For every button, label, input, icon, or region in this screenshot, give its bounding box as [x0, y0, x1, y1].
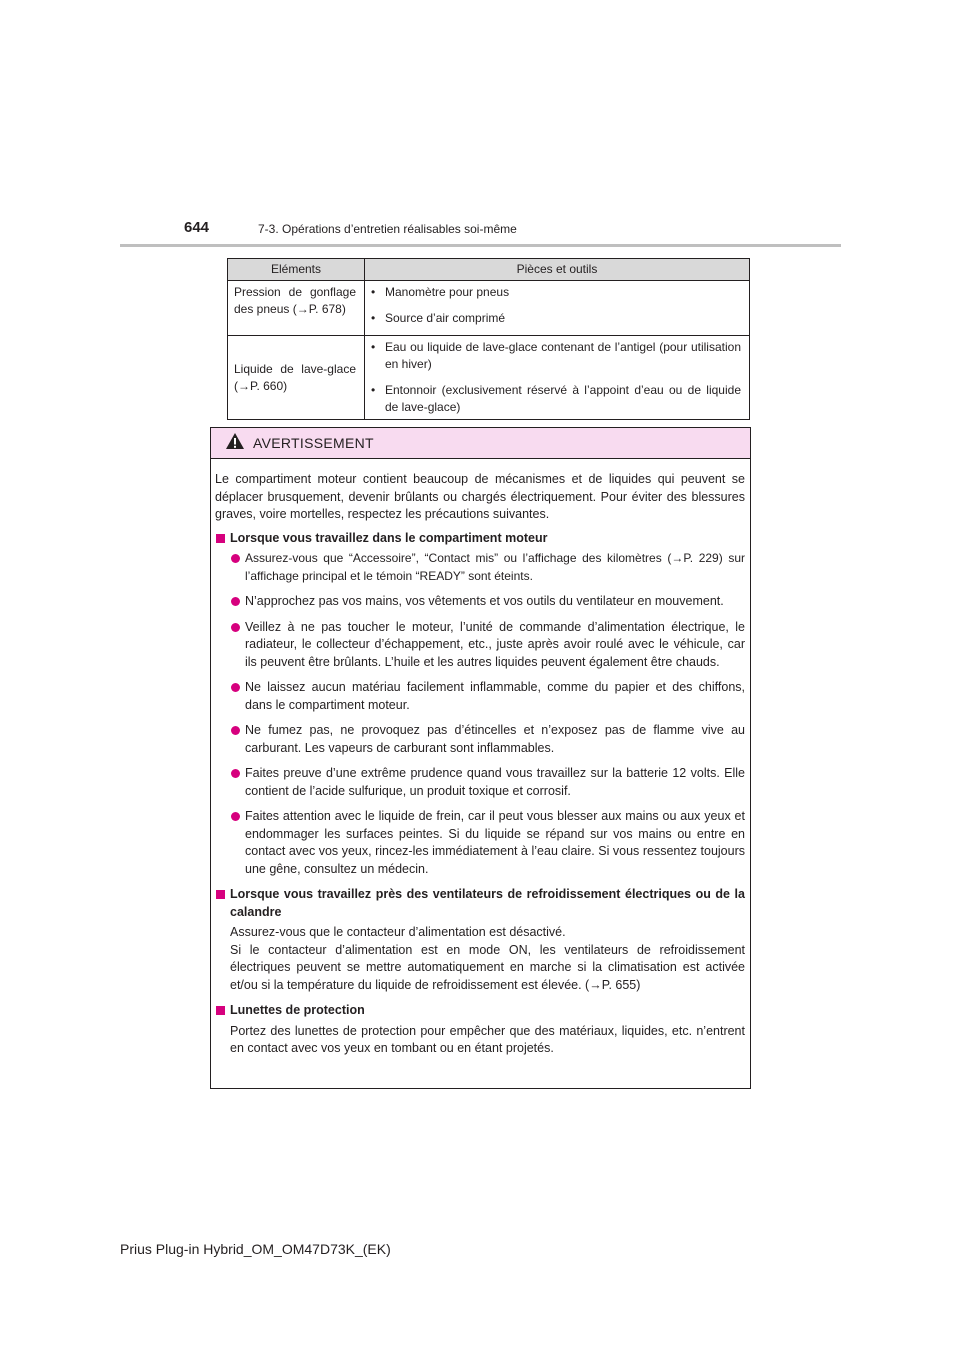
circle-bullet-icon [231, 597, 240, 606]
table-row [228, 336, 750, 420]
circle-bullet-icon [231, 812, 240, 821]
section-heading-text: Lunettes de protection [230, 1003, 365, 1017]
table-cell-element: Liquide de lave-glace (→P. 660) [228, 336, 365, 420]
section-text-line: Assurez-vous que le contacteur d’alimentation est désactivé. [230, 925, 566, 939]
warning-bullet-text: Faites preuve d’une extrême prudence quand vous travaillez sur la batterie 12 volts. Elle contient de l’acide sulfurique, un produit toxique et corrosif. [245, 766, 745, 798]
list-item: • Source d’air comprimé [371, 310, 741, 327]
warning-bullet [215, 619, 745, 672]
warning-bullet [215, 679, 745, 714]
chapter-title: 7-3. Opérations d’entretien réalisables soi-même [258, 222, 517, 236]
parts-tools-table [227, 258, 750, 420]
square-bullet-icon [216, 1006, 225, 1015]
section-heading [215, 530, 745, 548]
warning-bullet-text: Ne fumez pas, ne provoquez pas d’étincelles et n’exposez pas de flamme vive au carburant. Les vapeurs de carburant sont inflammables. [245, 723, 745, 755]
header-divider [120, 244, 841, 247]
section-text-line: Si le contacteur d’alimentation est en mode ON, les ventilateurs de refroidissement électriques peuvent se mettre automatiquement en marche si la climatisation est activée et/ou si la température du liquide de refroidissement est élevée. (→P. 655) [230, 942, 745, 992]
parts-list [371, 339, 741, 416]
table-header-row [228, 259, 750, 281]
table-cell-parts [365, 336, 750, 420]
warning-triangle-icon [225, 432, 245, 455]
warning-bullet-text: Veillez à ne pas toucher le moteur, l’unité de commande d’alimentation électrique, le radiateur, le collecteur d’échappement, etc., juste après avoir roulé avec le véhicule, car ils peuvent être brûlants. L’huile et les autres liquides peuvent également être chauds. [245, 619, 745, 669]
section-heading [215, 1002, 745, 1020]
list-item: • Eau ou liquide de lave-glace contenant de l’antigel (pour utilisation en hiver) [371, 339, 741, 373]
warning-bullet-text: Assurez-vous que “Accessoire”, “Contact mis” ou l’affichage des kilomètres (→P. 229) sur l’affichage principal et le témoin “READY” sont éteints. [245, 551, 745, 583]
circle-bullet-icon [231, 769, 240, 778]
warning-body [211, 459, 750, 1058]
circle-bullet-icon [231, 554, 240, 563]
warning-bullet-text: Faites attention avec le liquide de frein, car il peut vous blesser aux mains ou aux yeux et endommager les surfaces peintes. Si du liquide se répand sur vos mains ou entre en contact avec vos yeux, rincez-les immédiatement à l’eau claire. Si vous ressentez toujours une gêne, consultez un médecin. [245, 809, 745, 876]
table-row [228, 281, 750, 336]
warning-box [210, 427, 751, 1089]
column-header-elements: Eléments [228, 259, 365, 281]
warning-intro: Le compartiment moteur contient beaucoup de mécanismes et de liquides qui peuvent se déplacer brusquement, devenir brûlants ou chargés électriquement. Pour éviter des blessures graves, voire mortelles, respectez les précautions suivantes. [215, 472, 745, 521]
warning-bullet [215, 722, 745, 757]
section-heading [215, 886, 745, 921]
list-item: • Entonnoir (exclusivement réservé à l’appoint d’eau ou de liquide de lave-glace) [371, 382, 741, 416]
square-bullet-icon [216, 534, 225, 543]
table-cell-element: Pression de gonflage des pneus (→P. 678) [228, 281, 365, 336]
circle-bullet-icon [231, 683, 240, 692]
warning-bullet [215, 550, 745, 585]
warning-bullet [215, 593, 745, 611]
warning-bullet [215, 765, 745, 800]
table-cell-parts [365, 281, 750, 336]
warning-title: AVERTISSEMENT [253, 435, 374, 451]
section-heading-text: Lorsque vous travaillez près des ventilateurs de refroidissement électriques ou de la calandre [230, 887, 745, 919]
warning-bullet [215, 808, 745, 878]
section-heading-text: Lorsque vous travaillez dans le compartiment moteur [230, 530, 548, 545]
footer-document-id: Prius Plug-in Hybrid_OM_OM47D73K_(EK) [120, 1241, 391, 1257]
parts-list [371, 284, 741, 327]
list-item: • Manomètre pour pneus [371, 284, 741, 301]
warning-header [211, 428, 750, 459]
warning-bullet-text: Ne laissez aucun matériau facilement inflammable, comme du papier et des chiffons, dans le compartiment moteur. [245, 680, 745, 712]
circle-bullet-icon [231, 726, 240, 735]
column-header-parts: Pièces et outils [365, 259, 750, 281]
section-text: Portez des lunettes de protection pour empêcher que des matériaux, liquides, etc. n’entrent en contact avec vos yeux en tombant ou en étant projetés. [230, 1023, 745, 1055]
section-text [215, 924, 745, 994]
page-number: 644 [184, 219, 210, 236]
circle-bullet-icon [231, 623, 240, 632]
warning-bullet-text: N’approchez pas vos mains, vos vêtements et vos outils du ventilateur en mouvement. [245, 594, 724, 608]
square-bullet-icon [216, 890, 225, 899]
